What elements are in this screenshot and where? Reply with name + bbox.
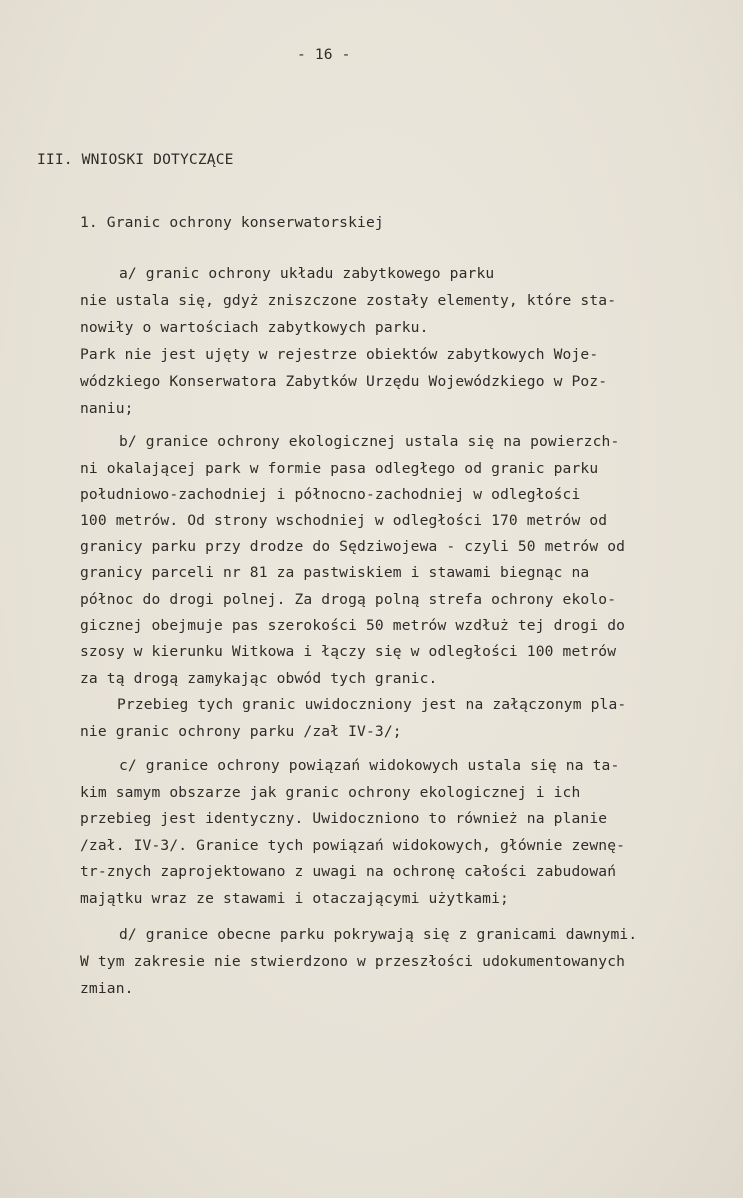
text-line: wódzkiego Konserwatora Zabytków Urzędu Wojewódzkiego w Poz- bbox=[80, 373, 608, 390]
text-line: majątku wraz ze stawami i otaczającymi użytkami; bbox=[80, 890, 509, 907]
text-line: ni okalającej park w formie pasa odległego od granic parku bbox=[80, 460, 599, 477]
text-line: d/ granice obecne parku pokrywają się z granicami dawnymi. bbox=[119, 926, 638, 943]
text-line: zmian. bbox=[80, 980, 134, 997]
page-number: - 16 - bbox=[297, 46, 351, 63]
text-line: b/ granice ochrony ekologicznej ustala się na powierzch- bbox=[119, 433, 620, 450]
text-line: gicznej obejmuje pas szerokości 50 metrów wzdłuż tej drogi do bbox=[80, 617, 626, 634]
text-line: nowiły o wartościach zabytkowych parku. bbox=[80, 319, 429, 336]
text-line: /zał. IV-3/. Granice tych powiązań widokowych, głównie zewnę- bbox=[80, 837, 626, 854]
section-heading: III. WNIOSKI DOTYCZĄCE bbox=[37, 151, 234, 168]
text-line: kim samym obszarze jak granic ochrony ekologicznej i ich bbox=[80, 784, 581, 801]
text-line: 100 metrów. Od strony wschodniej w odległości 170 metrów od bbox=[80, 512, 608, 529]
text-line: za tą drogą zamykając obwód tych granic. bbox=[80, 670, 438, 687]
text-line: nie ustala się, gdyż zniszczone zostały elementy, które sta- bbox=[80, 292, 617, 309]
text-line: Park nie jest ujęty w rejestrze obiektów zabytkowych Woje- bbox=[80, 346, 599, 363]
text-line: granicy parceli nr 81 za pastwiskiem i stawami biegnąc na bbox=[80, 564, 590, 581]
subsection-heading: 1. Granic ochrony konserwatorskiej bbox=[80, 214, 384, 231]
text-line: tr-znych zaprojektowano z uwagi na ochronę całości zabudowań bbox=[80, 863, 617, 880]
text-line: południowo-zachodniej i północno-zachodniej w odległości bbox=[80, 486, 581, 503]
text-line: c/ granice ochrony powiązań widokowych ustala się na ta- bbox=[119, 757, 620, 774]
text-line: północ do drogi polnej. Za drogą polną strefa ochrony ekolo- bbox=[80, 591, 617, 608]
text-line: przebieg jest identyczny. Uwidoczniono to również na planie bbox=[80, 810, 608, 827]
text-line: a/ granic ochrony układu zabytkowego parku bbox=[119, 265, 495, 282]
text-line: Przebieg tych granic uwidoczniony jest na załączonym pla- bbox=[117, 696, 627, 713]
text-line: nie granic ochrony parku /zał IV-3/; bbox=[80, 723, 402, 740]
text-line: naniu; bbox=[80, 400, 134, 417]
text-line: szosy w kierunku Witkowa i łączy się w odległości 100 metrów bbox=[80, 643, 617, 660]
text-line: W tym zakresie nie stwierdzono w przeszłości udokumentowanych bbox=[80, 953, 626, 970]
text-line: granicy parku przy drodze do Sędziwojewa - czyli 50 metrów od bbox=[80, 538, 626, 555]
